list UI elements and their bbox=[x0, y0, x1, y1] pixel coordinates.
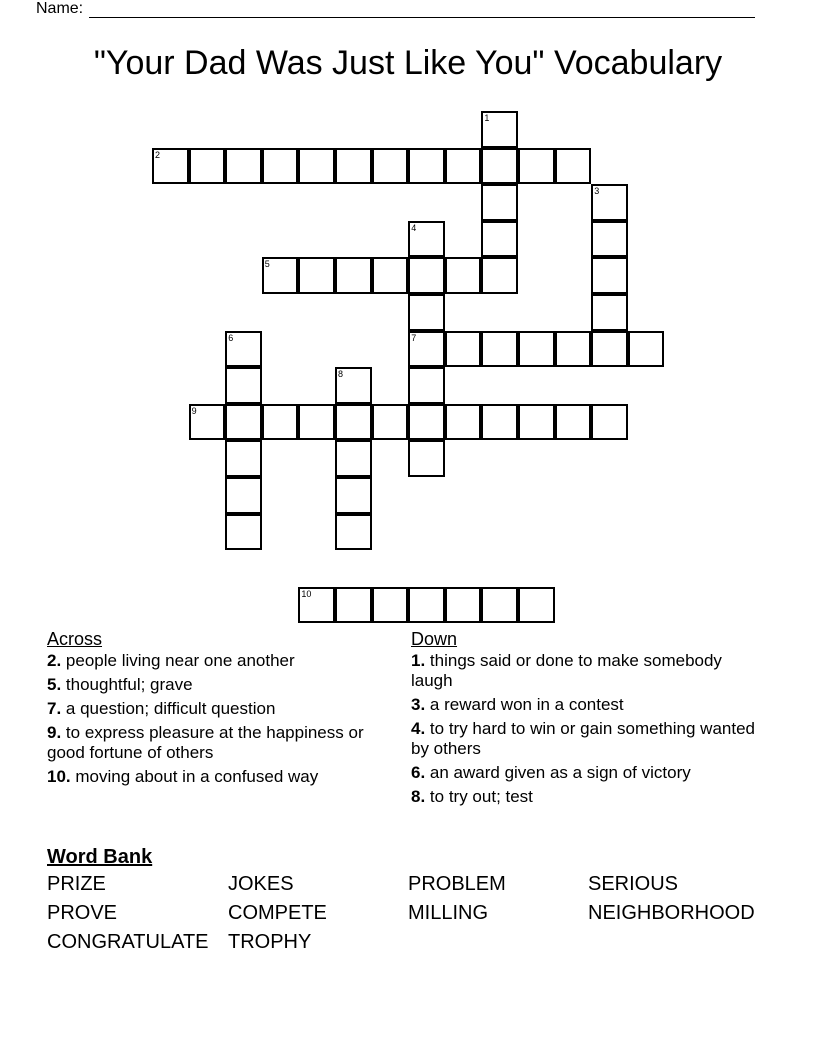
across-clue bbox=[47, 767, 379, 787]
grid-cell[interactable] bbox=[445, 404, 482, 441]
clue-number: 10 bbox=[301, 588, 312, 599]
word-bank-item: TROPHY bbox=[228, 931, 312, 953]
down-clue bbox=[411, 719, 756, 759]
across-clue bbox=[47, 651, 379, 671]
grid-cell[interactable] bbox=[591, 294, 628, 331]
clue-number: 6. bbox=[411, 763, 426, 782]
clue-number: 6 bbox=[228, 332, 234, 343]
grid-cell[interactable] bbox=[628, 331, 665, 368]
grid-cell[interactable] bbox=[298, 587, 335, 624]
word-bank-item: MILLING bbox=[408, 902, 489, 924]
grid-cell[interactable] bbox=[481, 184, 518, 221]
down-heading: Down bbox=[411, 629, 458, 649]
grid-cell[interactable] bbox=[408, 257, 445, 294]
name-label: Name: bbox=[36, 0, 84, 17]
grid-cell[interactable] bbox=[445, 148, 482, 185]
grid-cell[interactable] bbox=[481, 587, 518, 624]
grid-cell[interactable] bbox=[372, 587, 409, 624]
clue-text: thoughtful; grave bbox=[65, 675, 193, 694]
grid-cell[interactable] bbox=[408, 221, 445, 258]
grid-cell[interactable] bbox=[518, 587, 555, 624]
clue-number: 2 bbox=[155, 149, 161, 160]
grid-cell[interactable] bbox=[481, 257, 518, 294]
grid-cell[interactable] bbox=[262, 404, 299, 441]
grid-cell[interactable] bbox=[408, 148, 445, 185]
grid-cell[interactable] bbox=[298, 257, 335, 294]
grid-cell[interactable] bbox=[335, 440, 372, 477]
grid-cell[interactable] bbox=[335, 367, 372, 404]
grid-cell[interactable] bbox=[408, 367, 445, 404]
clue-text: to try hard to win or gain something wanted by others bbox=[411, 719, 755, 758]
page-title: "Your Dad Was Just Like You" Vocabulary bbox=[93, 44, 723, 82]
down-clue bbox=[411, 651, 756, 691]
down-clue bbox=[411, 763, 756, 783]
clue-number: 8. bbox=[411, 787, 426, 806]
clue-number: 10. bbox=[47, 767, 71, 786]
word-bank-item: CONGRATULATE bbox=[47, 931, 209, 953]
grid-cell[interactable] bbox=[372, 257, 409, 294]
name-underline bbox=[89, 3, 755, 18]
grid-cell[interactable] bbox=[408, 294, 445, 331]
grid-cell[interactable] bbox=[298, 148, 335, 185]
across-clue bbox=[47, 699, 379, 719]
grid-cell[interactable] bbox=[225, 367, 262, 404]
down-clue bbox=[411, 695, 756, 715]
grid-cell[interactable] bbox=[518, 404, 555, 441]
grid-cell[interactable] bbox=[335, 148, 372, 185]
grid-cell[interactable] bbox=[225, 404, 262, 441]
grid-cell[interactable] bbox=[225, 514, 262, 551]
grid-cell[interactable] bbox=[225, 477, 262, 514]
grid-cell[interactable] bbox=[591, 221, 628, 258]
grid-cell[interactable] bbox=[591, 184, 628, 221]
name-field[interactable] bbox=[36, 0, 755, 18]
grid-cell[interactable] bbox=[152, 148, 189, 185]
grid-cell[interactable] bbox=[262, 148, 299, 185]
clue-number: 9 bbox=[191, 405, 197, 416]
grid-cell[interactable] bbox=[591, 257, 628, 294]
grid-cell[interactable] bbox=[335, 404, 372, 441]
grid-cell[interactable] bbox=[591, 404, 628, 441]
grid-cell[interactable] bbox=[408, 440, 445, 477]
grid-cell[interactable] bbox=[518, 148, 555, 185]
grid-cell[interactable] bbox=[481, 221, 518, 258]
grid-cell[interactable] bbox=[372, 148, 409, 185]
grid-cell[interactable] bbox=[189, 404, 226, 441]
grid-cell[interactable] bbox=[189, 148, 226, 185]
grid-cell[interactable] bbox=[591, 331, 628, 368]
grid-cell[interactable] bbox=[335, 257, 372, 294]
clue-number: 5. bbox=[47, 675, 62, 694]
grid-cell[interactable] bbox=[481, 148, 518, 185]
word-bank-item: JOKES bbox=[228, 873, 294, 895]
grid-cell[interactable] bbox=[298, 404, 335, 441]
word-bank-item: COMPETE bbox=[228, 902, 327, 924]
grid-cell[interactable] bbox=[262, 257, 299, 294]
clue-text: things said or done to make somebody laugh bbox=[411, 651, 722, 690]
clue-text: to express pleasure at the happiness or good fortune of others bbox=[47, 723, 364, 762]
grid-cell[interactable] bbox=[518, 331, 555, 368]
clue-number: 8 bbox=[338, 369, 344, 380]
word-bank-item: NEIGHBORHOOD bbox=[588, 902, 755, 924]
clue-text: moving about in a confused way bbox=[75, 767, 319, 786]
clue-text: an award given as a sign of victory bbox=[429, 763, 691, 782]
word-bank-item: PROBLEM bbox=[408, 873, 506, 895]
grid-cell[interactable] bbox=[335, 514, 372, 551]
word-bank bbox=[47, 846, 768, 954]
grid-cell[interactable] bbox=[408, 587, 445, 624]
across-clue bbox=[47, 675, 379, 695]
clue-number: 2. bbox=[47, 651, 62, 670]
clue-number: 1. bbox=[411, 651, 426, 670]
clue-number: 4 bbox=[411, 222, 417, 233]
grid-cell[interactable] bbox=[335, 587, 372, 624]
grid-cell[interactable] bbox=[335, 477, 372, 514]
grid-cell[interactable] bbox=[481, 111, 518, 148]
grid-cell[interactable] bbox=[555, 331, 592, 368]
word-bank-item: PRIZE bbox=[47, 873, 106, 895]
grid-cell[interactable] bbox=[481, 331, 518, 368]
clue-number: 3. bbox=[411, 695, 426, 714]
clue-number: 5 bbox=[264, 259, 270, 270]
across-clues bbox=[47, 629, 379, 791]
grid-cell[interactable] bbox=[555, 148, 592, 185]
clue-number: 7. bbox=[47, 699, 62, 718]
grid-cell[interactable] bbox=[555, 404, 592, 441]
grid-cell[interactable] bbox=[408, 331, 445, 368]
grid-cell[interactable] bbox=[225, 148, 262, 185]
grid-cell[interactable] bbox=[481, 404, 518, 441]
across-clue bbox=[47, 723, 379, 763]
grid-cell[interactable] bbox=[445, 587, 482, 624]
grid-cell[interactable] bbox=[225, 440, 262, 477]
word-bank-item: PROVE bbox=[47, 902, 118, 924]
clue-text: a reward won in a contest bbox=[429, 695, 624, 714]
across-heading: Across bbox=[47, 629, 103, 649]
word-bank-item: SERIOUS bbox=[588, 873, 679, 895]
word-bank-heading: Word Bank bbox=[47, 846, 153, 868]
down-clues bbox=[411, 629, 756, 811]
clue-text: a question; difficult question bbox=[65, 699, 276, 718]
clue-text: to try out; test bbox=[429, 787, 533, 806]
clue-number: 3 bbox=[594, 186, 600, 197]
clue-number: 7 bbox=[411, 332, 417, 343]
grid-cell[interactable] bbox=[372, 404, 409, 441]
grid-cell[interactable] bbox=[225, 331, 262, 368]
clue-number: 1 bbox=[484, 113, 490, 123]
grid-cell[interactable] bbox=[445, 331, 482, 368]
clue-number: 9. bbox=[47, 723, 62, 742]
grid-cell[interactable] bbox=[445, 257, 482, 294]
down-clue bbox=[411, 787, 756, 807]
grid-cell[interactable] bbox=[408, 404, 445, 441]
clue-text: people living near one another bbox=[65, 651, 295, 670]
clue-number: 4. bbox=[411, 719, 426, 738]
